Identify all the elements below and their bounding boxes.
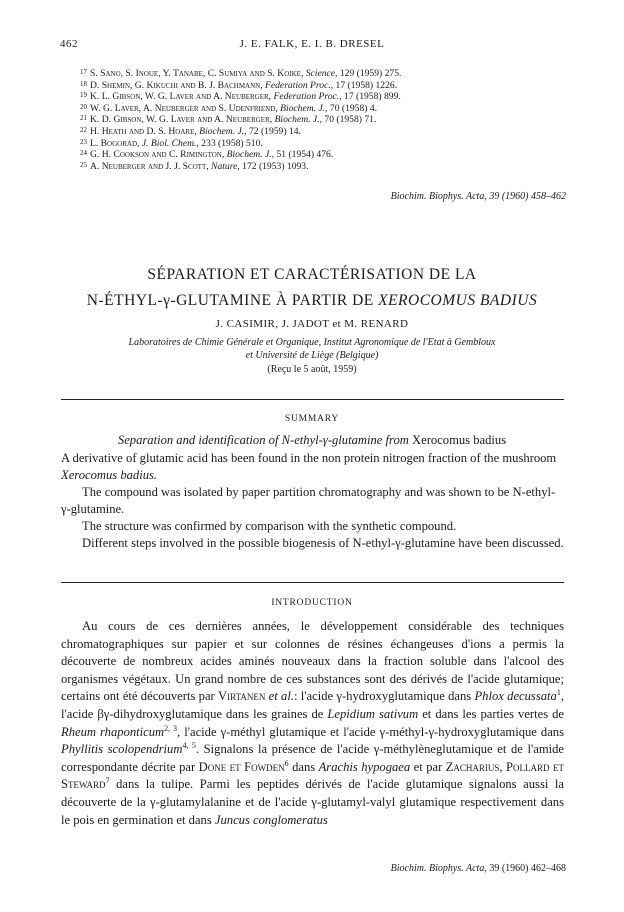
summary-paragraph: The compound was isolated by paper partition chromatography and was shown to be N-ethyl-γ-glutamine. [61, 485, 556, 516]
received-date: (Reçu le 5 août, 1959) [267, 364, 357, 375]
summary-subtitle: Separation and identification of N-ethyl-γ-glutamine from Xerocomus badius [117, 433, 507, 447]
divider-bottom [61, 582, 564, 583]
reference-item: $^{19}$ K. L. Gibson, W. G. Laver and A. Neuberger, Federation Proc., 17 (1958) 899. [80, 91, 401, 103]
journal-citation: Biochim. Biophys. Acta, 39 (1960) 458–462 [390, 191, 566, 202]
page-number: 462 [60, 38, 78, 50]
title-line-1: SÉPARATION ET CARACTÉRISATION DE LA [147, 266, 477, 283]
footer-citation: Biochim. Biophys. Acta, 39 (1960) 462–468 [390, 863, 566, 874]
reference-item: $^{21}$ K. D. Gibson, W. G. Laver and A. Neuberger, Biochem. J., 70 (1958) 71. [80, 114, 377, 126]
article-title [40, 262, 584, 314]
reference-item: $^{24}$ G. H. Cookson and C. Rimington, Biochem. J., 51 (1954) 476. [80, 149, 334, 161]
reference-item: $^{18}$ D. Shemin, G. Kikuchi and B. J. Bachmann, Federation Proc., 17 (1958) 1226. [80, 79, 398, 91]
title-line-2: N-ÉTHYL-γ-GLUTAMINE À PARTIR DE XEROCOMUS BADIUS [86, 292, 538, 309]
running-header-authors: J. E. FALK, E. I. B. DRESEL [239, 38, 385, 50]
running-header [60, 38, 564, 54]
summary-body [61, 450, 564, 552]
summary-heading: SUMMARY [284, 414, 340, 424]
introduction-heading: INTRODUCTION [271, 598, 353, 608]
summary-paragraph: The structure was confirmed by comparison with the synthetic compound. [82, 519, 457, 533]
affiliation: Laboratoires de Chimie Générale et Organique, Institut Agronomique de l'Etat à Gembloux et Université de Liège (Belgique) [128, 337, 496, 361]
reference-list [80, 68, 584, 172]
summary-paragraph: Different steps involved in the possible biogenesis of N-ethyl-γ-glutamine have been discussed. [82, 536, 564, 550]
summary-paragraph: A derivative of glutamic acid has been found in the non protein nitrogen fraction of the mushroom Xerocomus badius. [61, 451, 557, 482]
byline: J. CASIMIR, J. JADOT et M. RENARD [215, 318, 409, 330]
reference-item: $^{25}$ A. Neuberger and J. J. Scott, Nature, 172 (1953) 1093. [80, 160, 309, 172]
reference-item: $^{22}$ H. Heath and D. S. Hoare, Biochem. J., 72 (1959) 14. [80, 125, 301, 137]
divider-top [61, 399, 564, 400]
reference-item: $^{17}$ S. Sano, S. Inoue, Y. Tanabe, C. Sumiya and S. Koike, Science, 129 (1959) 275. [80, 68, 402, 79]
reference-item: $^{23}$ L. Bogorad, J. Biol. Chem., 233 (1958) 510. [80, 137, 263, 149]
reference-item: $^{20}$ W. G. Laver, A. Neuberger and S. Udenfriend, Biochem. J., 70 (1958) 4. [80, 102, 378, 114]
introduction-body: Au cours de ces dernières années, le développement considérable des techniques chromatographiques sur papier et sur colonnes de résines échangeuses d'ions a permis la découverte de nombreux acides aminés nouveaux dans la fraction soluble dans l'alcool des organismes végétaux. Un grand nombre de ces substances sont des dérivés de l'acide glutamique; certains ont été découverts par Virtanen et al.: l'acide γ-hydroxyglutamique dans Phlox decussata$^1$, l'acide βγ-dihydroxyglutamique dans les graines de Lepidium sativum et dans les parties vertes de Rheum rhaponticum$^{2, 3}$, l'acide γ-méthyl glutamique et l'acide γ-méthyl-γ-hydroxyglutamique dans Phyllitis scolopendrium$^{4, 5}$. Signalons la présence de l'acide γ-méthylèneglutamique et de l'amide correspondante décrite par Done et Fowden$^6$ dans Arachis hypogaea et par Zacharius, Pollard et Steward$^7$ dans la tulipe. Parmi les peptides dérivés de l'acide glutamique signalons aussi la découverte de la γ-glutamylalanine et de l'acide γ-glutamyl-valyl glutamique respectivement dans le pois en germination et dans Juncus conglomeratus [61, 619, 565, 827]
